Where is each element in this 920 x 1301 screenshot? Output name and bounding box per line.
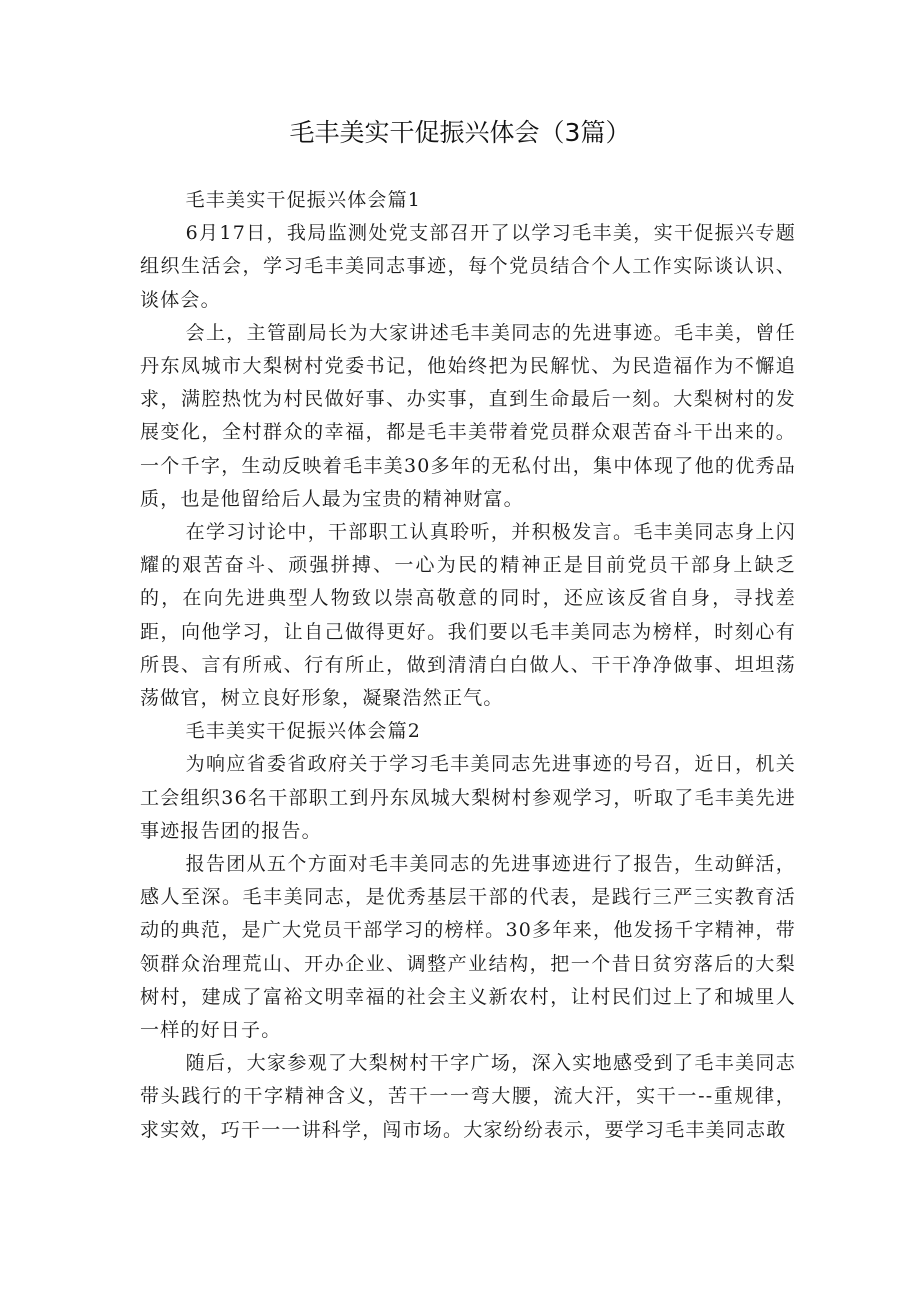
document-body bbox=[140, 184, 796, 1147]
section-heading-2: 毛丰美实干促振兴体会篇2 bbox=[185, 720, 422, 743]
section-heading-1: 毛丰美实干促振兴体会篇1 bbox=[185, 189, 422, 211]
document-title: 毛丰美实干促振兴体会（3篇） bbox=[289, 118, 631, 147]
paragraph: 随后，大家参观了大梨树村干字广场，深入实地感受到了毛丰美同志带头践行的干字精神含义，苦干一一弯大腰，流大汗，实干一--重规律，求实效，巧干一一讲科学，闯市场。大家纷纷表示，要学习毛丰美同志敢 bbox=[140, 1052, 796, 1141]
paragraph: 报告团从五个方面对毛丰美同志的先进事迹进行了报告，生动鲜活，感人至深。毛丰美同志，是优秀基层干部的代表，是践行三严三实教育活动的典范，是广大党员干部学习的榜样。30多年来，他发扬千字精神，带领群众治理荒山、开办企业、调整产业结构，把一个昔日贫穷落后的大梨树村，建成了富裕文明幸福的社会主义新农村，让村民们过上了和城里人一样的好日子。 bbox=[140, 853, 796, 1042]
paragraph: 为响应省委省政府关于学习毛丰美同志先进事迹的号召，近日，机关工会组织36名干部职工到丹东凤城大梨树村参观学习，听取了毛丰美先进事迹报告团的报告。 bbox=[140, 753, 796, 842]
paragraph: 在学习讨论中，干部职工认真聆听，并积极发言。毛丰美同志身上闪耀的艰苦奋斗、顽强拼搏、一心为民的精神正是目前党员干部身上缺乏的，在向先进典型人物致以崇高敬意的同时，还应该反省自身，寻找差距，向他学习，让自己做得更好。我们要以毛丰美同志为榜样，时刻心有所畏、言有所戒、行有所止，做到清清白白做人、干干净净做事、坦坦荡荡做官，树立良好形象，凝聚浩然正气。 bbox=[140, 521, 796, 710]
paragraph: 会上，主管副局长为大家讲述毛丰美同志的先进事迹。毛丰美，曾任丹东凤城市大梨树村党委书记，他始终把为民解忧、为民造福作为不懈追求，满腔热忱为村民做好事、办实事，直到生命最后一刻。大梨树村的发展变化，全村群众的幸福，都是毛丰美带着党员群众艰苦奋斗干出来的。一个千字，生动反映着毛丰美30多年的无私付出，集中体现了他的优秀品质，也是他留给后人最为宝贵的精神财富。 bbox=[140, 321, 796, 510]
paragraph: 6月17日，我局监测处党支部召开了以学习毛丰美，实干促振兴专题组织生活会，学习毛丰美同志事迹，每个党员结合个人工作实际谈认识、谈体会。 bbox=[140, 222, 796, 311]
